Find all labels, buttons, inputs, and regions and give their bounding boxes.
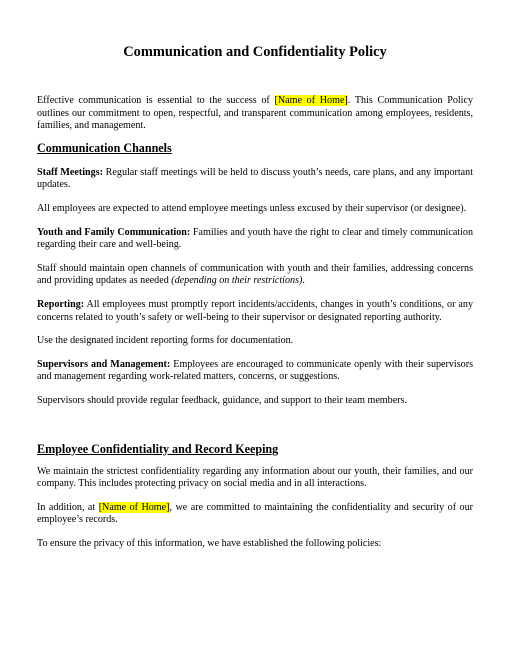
attendance-paragraph: All employees are expected to attend employee meetings unless excused by their supervisor (or designee). — [37, 202, 467, 214]
staff-meetings-text: Regular staff meetings will be held to discuss youth’s needs, care plans, and any important updates. — [37, 166, 473, 191]
intro-paragraph — [37, 95, 473, 133]
supervisors-lead: Supervisors and Management: — [37, 358, 171, 370]
open-channels-paragraph — [37, 263, 473, 288]
restrictions-note: (depending on their restrictions) — [171, 275, 303, 287]
privacy-policies-paragraph: To ensure the privacy of this information, we have established the following policies: — [37, 537, 382, 549]
page-title: Communication and Confidentiality Policy — [123, 44, 387, 60]
youth-family-lead: Youth and Family Communication: — [37, 226, 191, 238]
open-channels-end: . — [302, 275, 305, 287]
open-channels-text: Staff should maintain open channels of communication with youth and their families, addressing concerns and providing updates as needed — [37, 262, 473, 287]
reporting-forms-paragraph: Use the designated incident reporting forms for documentation. — [37, 335, 294, 347]
intro-text-end: . This Communication Policy outlines our commitment to open, respectful, and transparent communication among employees, residents, families, and management. — [37, 95, 474, 132]
youth-family-text: Families and youth have the right to clear and timely communication regarding their care and well-being. — [37, 226, 474, 251]
supervisors-text: Employees are encouraged to communicate openly with their supervisors and management regarding work-related matters, concerns, or suggestions. — [37, 358, 474, 383]
reporting-text: All employees must promptly report incidents/accidents, changes in youth’s conditions, or any concerns related to youth’s safety or well-being to their supervisor or designated reporting authority. — [37, 298, 473, 323]
name-of-home-placeholder: [Name of Home] — [274, 95, 348, 106]
confidentiality-paragraph: We maintain the strictest confidentiality regarding any information about our youth, their families, and our company. This includes protecting privacy on social media and in all interactions. — [37, 465, 473, 490]
records-text-end: , we are committed to maintaining the confidentiality and security of our employee’s records. — [37, 501, 473, 526]
records-paragraph — [37, 502, 473, 527]
staff-meetings-paragraph — [37, 167, 473, 192]
name-of-home-placeholder-2: [Name of Home] — [98, 501, 170, 513]
records-text-start: In addition, at — [37, 501, 99, 513]
youth-family-paragraph — [37, 227, 473, 252]
reporting-lead: Reporting: — [37, 298, 85, 310]
intro-text-start: Effective communication is essential to the success of — [37, 95, 275, 106]
staff-meetings-lead: Staff Meetings: — [37, 166, 104, 178]
supervisors-paragraph — [37, 359, 473, 384]
feedback-paragraph: Supervisors should provide regular feedback, guidance, and support to their team members. — [37, 394, 407, 406]
reporting-paragraph — [37, 299, 473, 324]
confidentiality-heading: Employee Confidentiality and Record Keeping — [37, 441, 279, 456]
communication-channels-heading: Communication Channels — [37, 140, 172, 155]
